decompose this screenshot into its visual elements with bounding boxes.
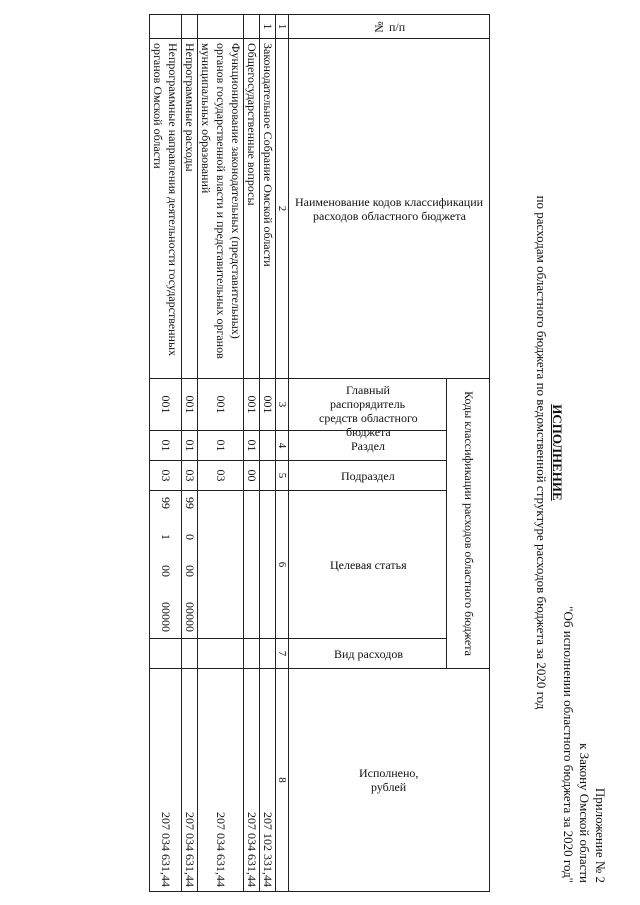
row-target (244, 491, 260, 639)
header-subsection: Подраздел (289, 461, 447, 491)
row-section: 01 (244, 431, 260, 461)
col-number: 5 (276, 461, 289, 491)
table-row (198, 15, 244, 892)
title-sub: по расходам областного бюджета по ведомственной структуре расходов бюджета за 2020 год (534, 195, 549, 710)
row-amount: 207 034 631,44 (244, 669, 260, 892)
appendix-line-1: Приложение № 2 (593, 787, 608, 883)
row-exp-type (150, 639, 182, 669)
header-grbs: Главный распорядитель средств областного бюджета (289, 379, 447, 431)
row-section (260, 431, 276, 461)
expenditure-table (149, 14, 490, 892)
row-target (260, 491, 276, 639)
header-num: № п/п (289, 15, 490, 39)
row-grbs: 001 (150, 379, 182, 431)
row-name: Законодательное Собрание Омской области (260, 39, 276, 379)
row-grbs: 001 (244, 379, 260, 431)
table-row (182, 15, 198, 892)
row-section: 01 (198, 431, 244, 461)
table-row (260, 15, 276, 892)
row-subsection: 00 (244, 461, 260, 491)
header-executed: Исполнено, рублей (289, 669, 490, 892)
row-exp-type (244, 639, 260, 669)
table-row (150, 15, 182, 892)
header-section: Раздел (289, 431, 447, 461)
row-grbs: 001 (182, 379, 198, 431)
header-target: Целевая статья (289, 491, 447, 639)
row-exp-type (182, 639, 198, 669)
header-name: Наименование кодов классификации расходов областного бюджета (289, 39, 490, 379)
header-row-1 (447, 15, 490, 892)
appendix-line-3: "Об исполнении областного бюджета за 2020 год" (561, 606, 576, 883)
col-number: 1 (276, 15, 289, 39)
row-num (182, 15, 198, 39)
appendix-line-2: к Закону Омской области (577, 743, 592, 883)
col-number: 3 (276, 379, 289, 431)
col-number: 2 (276, 39, 289, 379)
row-amount: 207 034 631,44 (150, 669, 182, 892)
col-number: 6 (276, 491, 289, 639)
column-number-row (276, 15, 289, 892)
row-num (198, 15, 244, 39)
row-name: Общегосударственные вопросы (244, 39, 260, 379)
header-exp-type: Вид расходов (289, 639, 447, 669)
row-target: 99 1 00 00000 (150, 491, 182, 639)
row-num (244, 15, 260, 39)
row-num: 1 (260, 15, 276, 39)
row-section: 01 (150, 431, 182, 461)
row-subsection: 03 (150, 461, 182, 491)
row-name: Непрограммные расходы (182, 39, 198, 379)
title-main: ИСПОЛНЕНИЕ (550, 404, 565, 501)
row-grbs: 001 (198, 379, 244, 431)
row-exp-type (198, 639, 244, 669)
header-codes-group: Коды классификации расходов областного бюджета (447, 379, 490, 669)
row-num (150, 15, 182, 39)
row-name: Функционирование законодательных (представительных) органов государственной власти и представительных органов муниципальных образований (198, 39, 244, 379)
row-name: Непрограммные направления деятельности государственных органов Омской области (150, 39, 182, 379)
row-subsection: 03 (198, 461, 244, 491)
row-grbs: 001 (260, 379, 276, 431)
document-title (533, 0, 565, 905)
col-number: 4 (276, 431, 289, 461)
row-subsection (260, 461, 276, 491)
row-amount: 207 034 631,44 (198, 669, 244, 892)
row-section: 01 (182, 431, 198, 461)
row-amount: 207 102 331,44 (260, 669, 276, 892)
row-amount: 207 034 631,44 (182, 669, 198, 892)
col-number: 7 (276, 639, 289, 669)
table-row (244, 15, 260, 892)
row-target: 99 0 00 00000 (182, 491, 198, 639)
row-exp-type (260, 639, 276, 669)
row-subsection: 03 (182, 461, 198, 491)
appendix-note (560, 543, 608, 883)
col-number: 8 (276, 669, 289, 892)
row-target (198, 491, 244, 639)
